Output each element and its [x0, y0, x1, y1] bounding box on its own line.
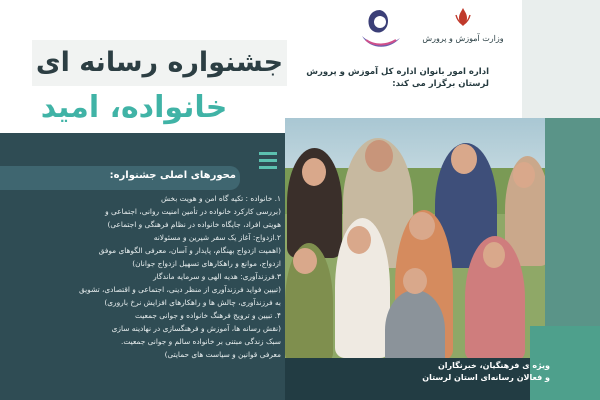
axis-line: (نقش رسانه ها، آموزش و فرهنگسازی در نهادینه سازی: [111, 324, 281, 333]
photo-son-face: [451, 144, 477, 174]
axis-line: ۴. تبیین و ترویج فرهنگ خانواده و جوانی جمعیت: [135, 311, 281, 320]
ministry-block: [418, 6, 508, 43]
header-side-strip: [522, 0, 600, 133]
photo-mother-face: [302, 158, 326, 186]
equals-decoration: [259, 152, 277, 173]
axis-line: ۲.ازدواج: آغاز یک سفر شیرین و مسئولانه: [153, 233, 281, 242]
dedication-line-1: ویژه ی فرهنگیان، خبرنگاران: [437, 361, 550, 370]
festival-subtitle: خانواده، امید: [40, 90, 228, 125]
photo-child-4-face: [483, 242, 505, 268]
axis-line: ۳.فرزندآوری: هدیه الهی و سرمایه ماندگار: [153, 272, 281, 281]
photo-father-face: [365, 140, 393, 172]
iran-emblem-icon: [452, 6, 474, 28]
organizer-text: اداره امور بانوان اداره کل آموزش و پرورش لرستان برگزار می کند:: [306, 67, 489, 89]
axis-line: ۱. خانواده : تکیه گاه امن و هویت بخش: [161, 194, 281, 203]
axis-line: (اهمیت ازدواج بهنگام، پایدار و آسان، معرفی الگوهای موفق: [98, 246, 281, 255]
photo-child-5-face: [403, 268, 427, 294]
photo-child-2-face: [347, 226, 371, 254]
photo-child-3-face: [409, 212, 435, 240]
axis-line: ازدواج، موانع و راهکارهای تسهیل ازدواج جوانان): [132, 259, 281, 268]
dedication-line-2: و فعالان رسانه‌ای استان لرستان: [422, 373, 550, 382]
axis-line: (تبیین فواید فرزندآوری از منظر دینی، اجتماعی و اقتصادی، تشویق: [78, 285, 281, 294]
axes-heading: محورهای اصلی جشنواره:: [109, 170, 236, 181]
festival-logo-icon: [356, 6, 404, 50]
ministry-name: وزارت آموزش و پرورش: [422, 34, 504, 43]
axis-line: معرفی قوانین و سیاست های حمایتی): [164, 350, 281, 359]
axis-line: هویتی افراد، جایگاه خانواده در نظام فرهنگی و اجتماعی): [107, 220, 281, 229]
dedication-text: [380, 360, 550, 384]
photo-daughter-face: [513, 162, 535, 188]
festival-title: جشنواره رسانه ای: [32, 40, 287, 86]
axis-line: سبک زندگی مبتنی بر خانواده سالم و جوانی جمعیت.: [121, 337, 281, 346]
photo-side-strip: [545, 118, 600, 358]
axis-line: به فرزندآوری، چالش ها و راهکارهای افزایش نرخ باروری): [104, 298, 281, 307]
axis-line: (بررسی کارکرد خانواده در تأمین امنیت روانی، اجتماعی و: [105, 207, 281, 216]
axes-list: [6, 192, 281, 361]
photo-child-1-face: [293, 248, 317, 274]
family-photo: [285, 118, 545, 358]
